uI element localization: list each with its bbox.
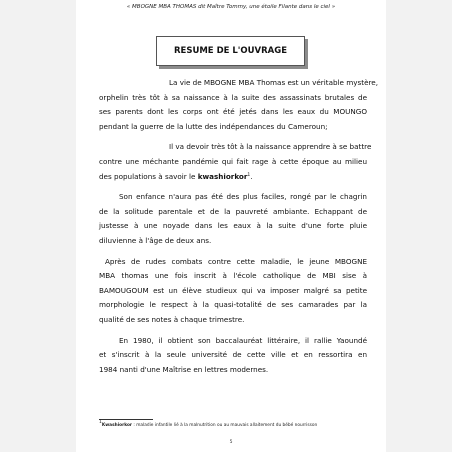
footnote-divider	[99, 419, 153, 420]
footnote-marker: 1	[99, 420, 102, 425]
paragraph-5-line-1: En 1980, il obtient son baccalauréat littéraire, il rallie Yaoundé	[119, 335, 367, 345]
paragraph-2-tail: .	[250, 171, 253, 181]
running-header: « MBOGNE MBA THOMAS dit Maître Tommy, une étoile Filante dans le ciel »	[126, 4, 336, 10]
paragraph-4-line-1: Après de rudes combats contre cette maladie, le jeune MBOGNE	[105, 256, 367, 266]
paragraph-2-line-2: contre une méchante pandémie qui fait rage à cette époque au milieu	[99, 156, 367, 166]
paragraph-1-line-1: La vie de MBOGNE MBA Thomas est un véritable mystère,	[169, 78, 378, 87]
footnote-term: Kwashiorkor	[101, 423, 133, 428]
document-page	[76, 0, 386, 452]
paragraph-3-line-4: diluvienne à l'âge de deux ans.	[99, 235, 212, 245]
paragraph-3-line-1: Son enfance n'aura pas été des plus faciles, rongé par le chagrin	[119, 192, 367, 202]
paragraph-5-line-3: 1984 nanti d'une Maîtrise en lettres modernes.	[99, 364, 269, 374]
paragraph-2-line-1: Il va devoir très tôt à la naissance apprendre à se battre	[169, 142, 372, 152]
paragraph-2-line-3	[99, 170, 367, 185]
body-text	[99, 76, 378, 377]
footnote-reference[interactable]: 1	[247, 172, 251, 178]
paragraph-4-line-4: morphologie le respect à la quasi-totalité de ses camarades par la	[99, 300, 367, 310]
paragraph-4-line-2: MBA thomas une fois inscrit à l'école catholique de MBI sise à	[99, 271, 367, 281]
paragraph-3-line-2: de la solitude parentale et de la pauvreté ambiante. Echappant de	[99, 206, 367, 216]
paragraph-2-line-3-text: des populations à savoir le	[99, 171, 198, 181]
paragraph-4-line-3: BAMOUGOUM est un élève studieux qui va imposer malgré sa petite	[99, 285, 367, 295]
footnote	[99, 420, 379, 428]
kwashiorkor-term: kwashiorkor	[197, 171, 248, 181]
paragraph-5-line-2: et s'inscrit à la seule université de cette ville et en ressortira en	[99, 350, 367, 360]
summary-title-box	[156, 36, 305, 66]
paragraph-4-line-5: qualité de ses notes à chaque trimestre.	[99, 314, 245, 324]
summary-title: RESUME DE L'OUVRAGE	[173, 46, 288, 56]
footnote-text: : maladie infantile lié à la malnutrition ou au mauvais allaitement du bébé nourrisson	[132, 423, 318, 428]
paragraph-1-line-3: ses parents dont les corps ont été jetés dans les eaux du MOUNGO	[99, 107, 367, 117]
page-number: 5	[229, 440, 233, 445]
paragraph-1-line-2: orphelin très tôt à sa naissance à la suite des assassinats brutales de	[99, 92, 367, 102]
paragraph-1-line-4: pendant la guerre de la lutte des indépendances du Cameroun;	[99, 121, 328, 131]
paragraph-3-line-3: justesse à une noyade dans les eaux à la suite d'une forte pluie	[99, 221, 367, 231]
